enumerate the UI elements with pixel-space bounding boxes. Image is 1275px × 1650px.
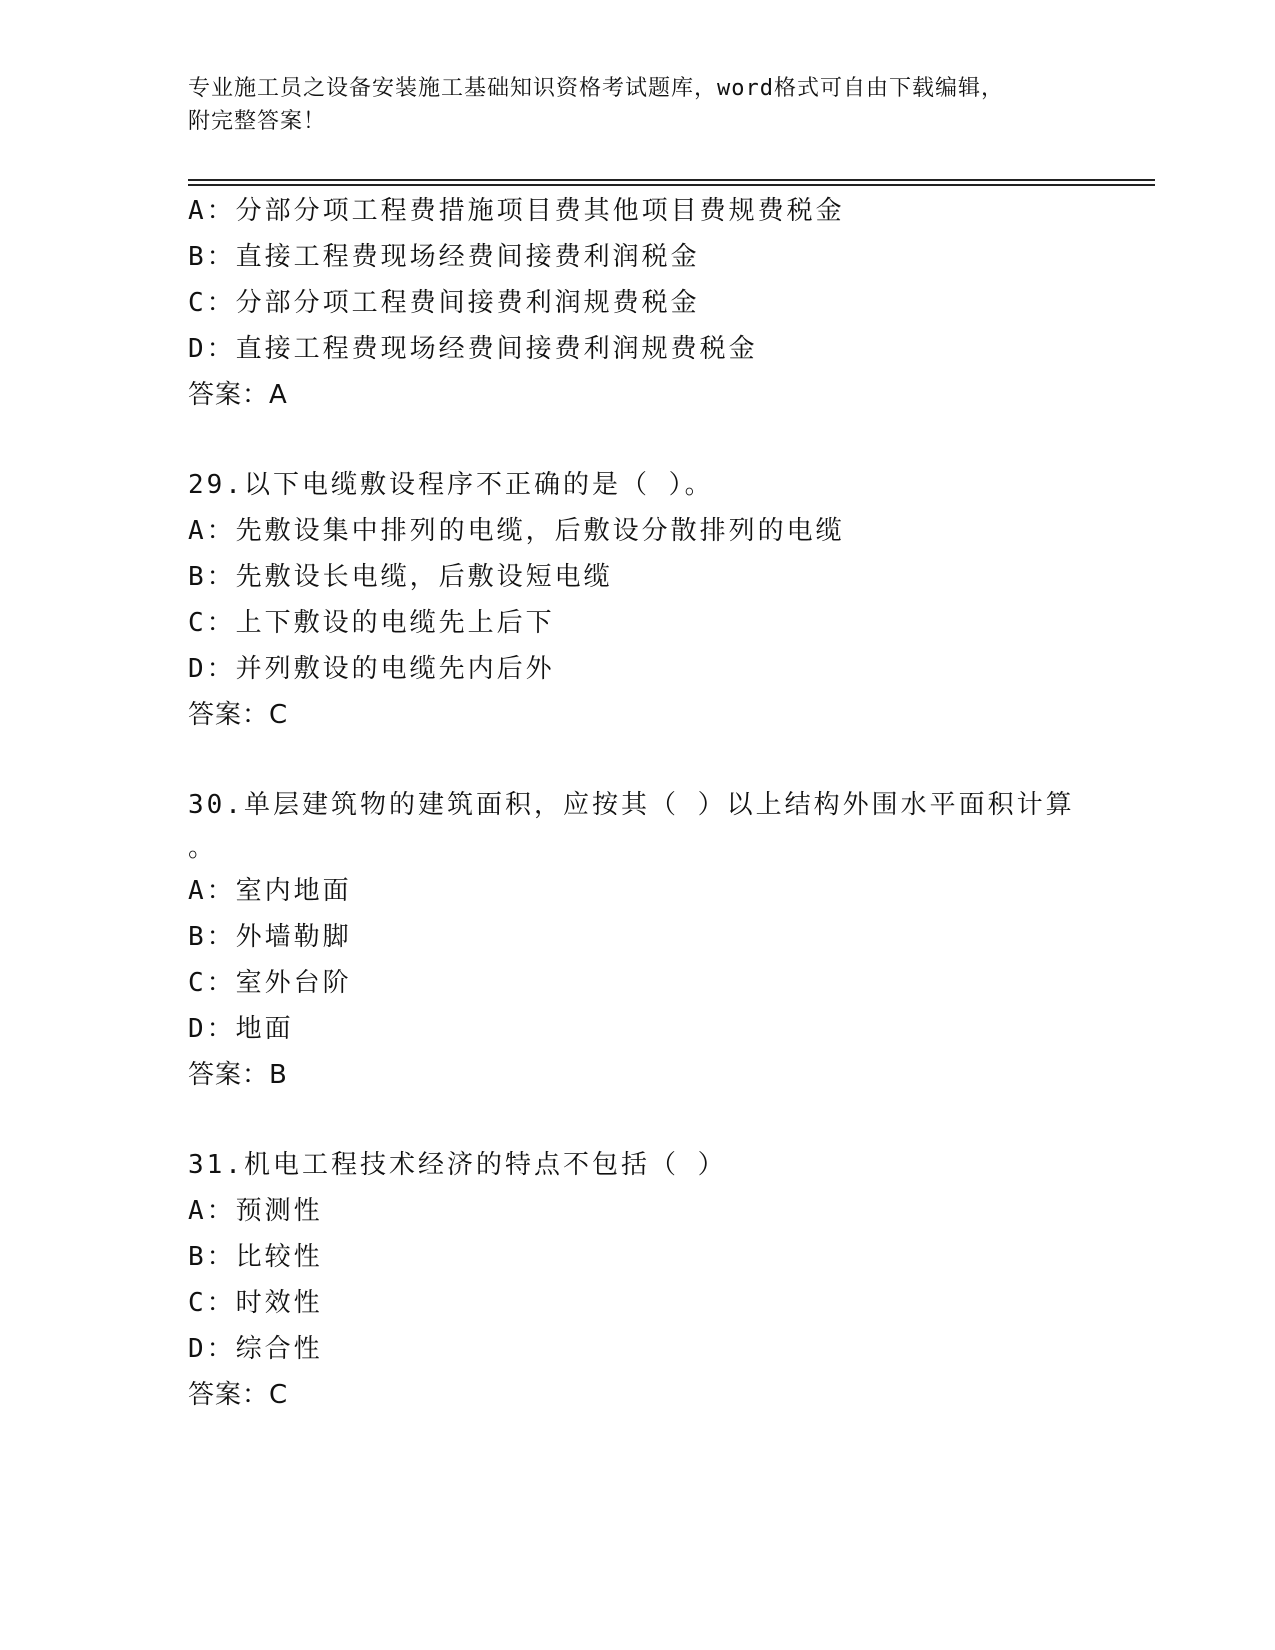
question-31 — [188, 1142, 1168, 1418]
question-title-continuation: 。 — [188, 833, 218, 863]
option-c: C：时效性 — [188, 1288, 323, 1318]
option-d: D：并列敷设的电缆先内后外 — [188, 654, 555, 684]
option-a: A：分部分项工程费措施项目费其他项目费规费税金 — [188, 196, 845, 226]
option-b: B：比较性 — [188, 1242, 323, 1272]
option-c: C：分部分项工程费间接费利润规费税金 — [188, 288, 700, 318]
option-d: D：地面 — [188, 1014, 294, 1044]
option-a: A：室内地面 — [188, 876, 352, 906]
option-b: B：直接工程费现场经费间接费利润税金 — [188, 242, 700, 272]
header-divider-bottom — [188, 184, 1155, 186]
question-title: 31.机电工程技术经济的特点不包括（ ） — [188, 1150, 727, 1180]
option-b: B：外墙勒脚 — [188, 922, 352, 952]
answer: 答案：A — [188, 380, 288, 410]
option-c: C：上下敷设的电缆先上后下 — [188, 608, 555, 638]
option-c: C：室外台阶 — [188, 968, 352, 998]
option-b: B：先敷设长电缆，后敷设短电缆 — [188, 562, 613, 592]
question-28-partial — [188, 188, 1168, 418]
answer: 答案：B — [188, 1060, 288, 1090]
question-title-text: 30.单层建筑物的建筑面积，应按其（ ）以上结构外围水平面积计算 — [188, 790, 1075, 820]
option-d: D：综合性 — [188, 1334, 323, 1364]
document-header — [188, 72, 1088, 138]
question-30 — [188, 782, 1168, 1098]
option-d: D：直接工程费现场经费间接费利润规费税金 — [188, 334, 758, 364]
question-title — [188, 782, 1168, 868]
answer: 答案：C — [188, 1380, 289, 1410]
header-line-1: 专业施工员之设备安装施工基础知识资格考试题库，word格式可自由下载编辑， — [188, 76, 1004, 101]
header-divider-top — [188, 179, 1155, 181]
option-a: A：预测性 — [188, 1196, 323, 1226]
question-list — [188, 188, 1168, 1418]
option-a: A：先敷设集中排列的电缆，后敷设分散排列的电缆 — [188, 516, 845, 546]
question-29 — [188, 462, 1168, 738]
header-line-2: 附完整答案！ — [188, 109, 327, 134]
answer: 答案：C — [188, 700, 289, 730]
question-title: 29.以下电缆敷设程序不正确的是（ ）。 — [188, 470, 714, 500]
